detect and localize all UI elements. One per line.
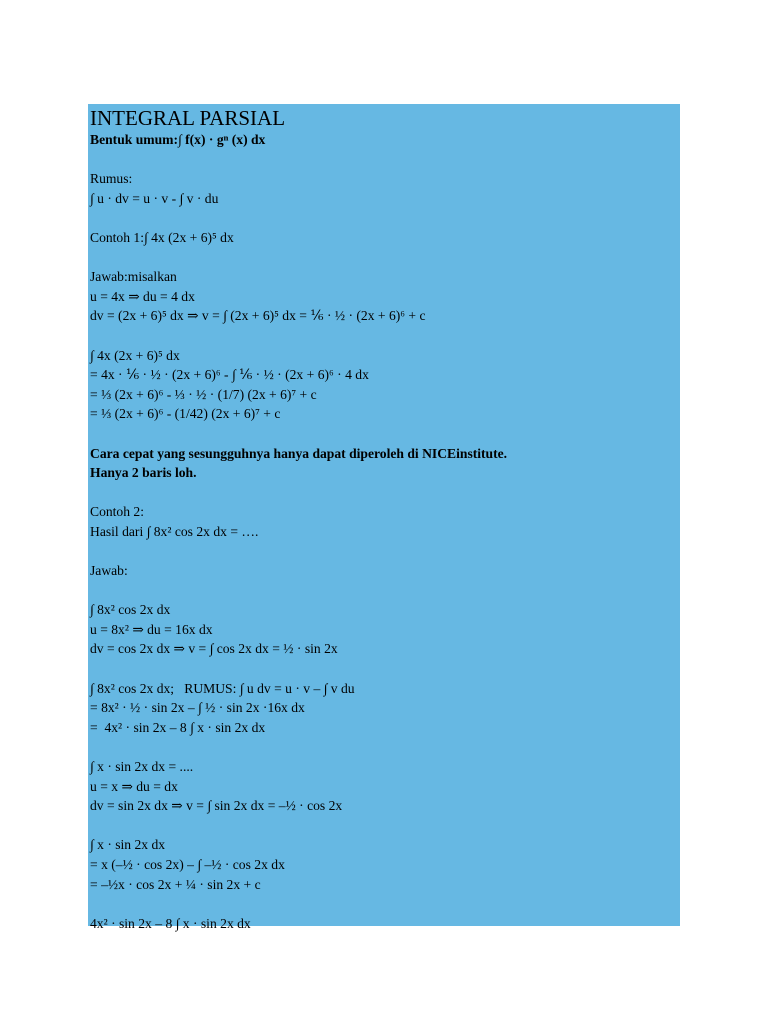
math-line: = 4x · ⅙ · ½ · (2x + 6)⁶ - ∫ ⅙ · ½ · (2x + 6)⁶ · 4 dx bbox=[90, 367, 369, 383]
math-line: = –½x · cos 2x + ¼ · sin 2x + c bbox=[90, 876, 261, 892]
promo-line: Cara cepat yang sesungguhnya hanya dapat diperoleh di NICEinstitute. bbox=[90, 445, 508, 461]
math-line: u = 8x² ⇒ du = 16x dx bbox=[90, 621, 213, 637]
math-line: = 8x² · ½ · sin 2x – ∫ ½ · sin 2x ·16x dx bbox=[90, 700, 305, 716]
contoh1-label: Contoh 1:∫ 4x (2x + 6)⁵ dx bbox=[90, 229, 234, 245]
page-title: INTEGRAL PARSIAL bbox=[90, 106, 286, 130]
jawab1-label: Jawab:misalkan bbox=[90, 269, 177, 285]
math-line: = ⅓ (2x + 6)⁶ - ⅓ · ½ · (1/7) (2x + 6)⁷ + c bbox=[90, 386, 317, 402]
math-line: ∫ 4x (2x + 6)⁵ dx bbox=[90, 347, 180, 363]
math-line: dv = (2x + 6)⁵ dx ⇒ v = ∫ (2x + 6)⁵ dx = ⅙ · ½ · (2x + 6)⁶ + c bbox=[90, 308, 426, 324]
math-line: u = 4x ⇒ du = 4 dx bbox=[90, 288, 195, 304]
math-line: = x (–½ · cos 2x) – ∫ –½ · cos 2x dx bbox=[90, 856, 285, 872]
rumus-formula: ∫ u · dv = u · v - ∫ v · du bbox=[90, 190, 219, 206]
promo-line: Hanya 2 baris loh. bbox=[90, 465, 197, 481]
math-line: u = x ⇒ du = dx bbox=[90, 778, 178, 794]
math-line: 4x² · sin 2x – 8 ∫ x · sin 2x dx bbox=[90, 915, 251, 931]
math-line: ∫ x · sin 2x dx bbox=[90, 837, 166, 853]
math-line: dv = cos 2x dx ⇒ v = ∫ cos 2x dx = ½ · sin 2x bbox=[90, 641, 338, 657]
document-panel bbox=[88, 104, 680, 931]
contoh2-question: Hasil dari ∫ 8x² cos 2x dx = …. bbox=[90, 523, 259, 539]
document-content bbox=[90, 106, 676, 933]
math-line: dv = sin 2x dx ⇒ v = ∫ sin 2x dx = –½ · cos 2x bbox=[90, 798, 343, 814]
general-form: Bentuk umum:∫ f(x) · gⁿ (x) dx bbox=[90, 132, 266, 147]
math-line: ∫ 8x² cos 2x dx bbox=[90, 602, 171, 618]
math-line: = ⅓ (2x + 6)⁶ - (1/42) (2x + 6)⁷ + c bbox=[90, 406, 281, 422]
jawab2-label: Jawab: bbox=[90, 563, 128, 579]
math-line: ∫ x · sin 2x dx = .... bbox=[90, 759, 194, 774]
contoh2-label: Contoh 2: bbox=[90, 504, 145, 520]
rumus-label: Rumus: bbox=[90, 171, 133, 187]
math-line: ∫ 8x² cos 2x dx; RUMUS: ∫ u dv = u · v – ∫ v du bbox=[90, 680, 355, 696]
math-line: = 4x² · sin 2x – 8 ∫ x · sin 2x dx bbox=[90, 719, 266, 735]
